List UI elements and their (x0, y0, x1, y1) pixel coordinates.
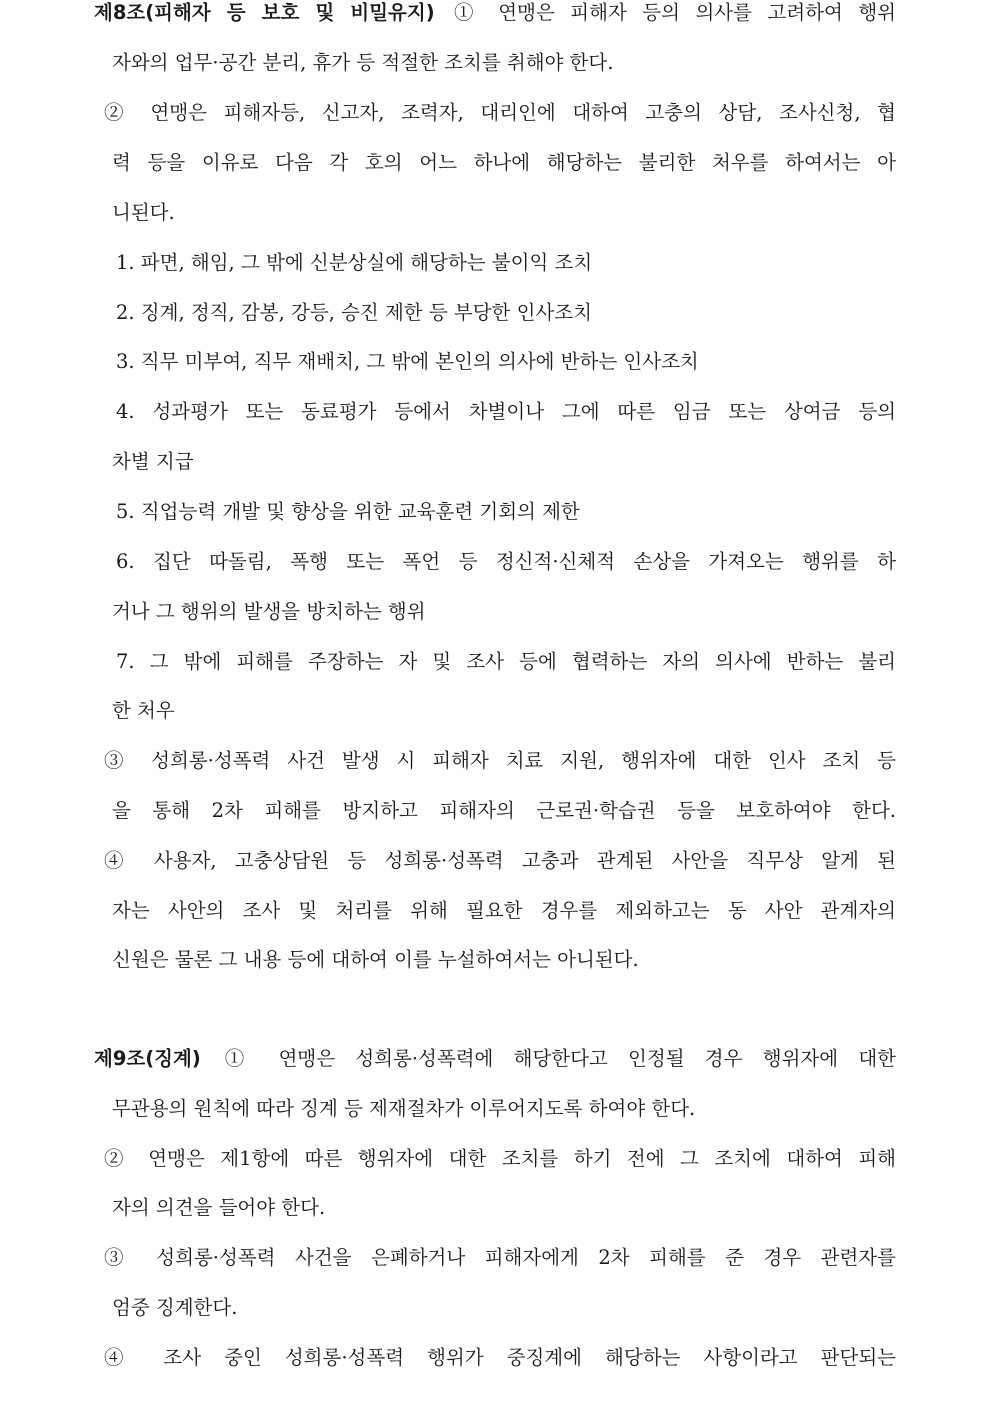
article-9-heading: 제9조(징계) (94, 1047, 201, 1070)
article-9-para-2: ② 연맹은 제1항에 따른 행위자에 대한 조치를 하기 전에 그 조치에 대하여 피해 (104, 1147, 896, 1170)
article-8-item-4-cont: 차별 지급 (112, 450, 194, 473)
article-8-line-3: ② 연맹은 피해자등, 신고자, 조력자, 대리인에 대하여 고충의 상담, 조사신청, 협 (104, 101, 896, 124)
article-8-line-1: ① 연맹은 피해자 등의 의사를 고려하여 행위 (444, 1, 897, 24)
article-9-heading-line (94, 1044, 896, 1074)
article-9-para-3-cont: 엄중 징계한다. (112, 1296, 238, 1319)
article-8-item-1: 1. 파면, 해임, 그 밖에 신분상실에 해당하는 불이익 조치 (116, 251, 593, 274)
article-8-item-4: 4. 성과평가 또는 동료평가 등에서 차별이나 그에 따른 임금 또는 상여금 등의 (116, 400, 896, 423)
article-8-para-3-cont: 을 통해 2차 피해를 방지하고 피해자의 근로권·학습권 등을 보호하여야 한다. (112, 799, 896, 822)
article-8-item-6-cont: 거나 그 행위의 발생을 방치하는 행위 (112, 600, 426, 623)
article-8-para-4: ④ 사용자, 고충상담원 등 성희롱·성폭력 고충과 관계된 사안을 직무상 알게 된 (104, 849, 896, 872)
article-8-item-2: 2. 징계, 정직, 감봉, 강등, 승진 제한 등 부당한 인사조치 (116, 301, 592, 324)
article-8-item-5: 5. 직업능력 개발 및 향상을 위한 교육훈련 기회의 제한 (116, 500, 580, 523)
article-8-heading: 제8조(피해자 등 보호 및 비밀유지) (94, 1, 435, 24)
article-8-heading-line (94, 0, 896, 28)
article-8-line-5: 니된다. (112, 201, 175, 224)
article-9-line-2: 무관용의 원칙에 따라 징계 등 제재절차가 이루어지도록 하여야 한다. (112, 1097, 696, 1120)
article-8-item-7: 7. 그 밖에 피해를 주장하는 자 및 조사 등에 협력하는 자의 의사에 반하는 불리 (116, 650, 896, 673)
article-9-para-4: ④ 조사 중인 성희롱·성폭력 행위가 중징계에 해당하는 사항이라고 판단되는 (104, 1346, 896, 1369)
article-8-item-3: 3. 직무 미부여, 직무 재배치, 그 밖에 본인의 의사에 반하는 인사조치 (116, 350, 699, 373)
article-8-item-7-cont: 한 처우 (112, 699, 175, 722)
article-8-line-4: 력 등을 이유로 다음 각 호의 어느 하나에 해당하는 불리한 처우를 하여서는 아 (112, 151, 896, 174)
article-8-para-3: ③ 성희롱·성폭력 사건 발생 시 피해자 치료 지원, 행위자에 대한 인사 조치 등 (104, 749, 896, 772)
article-9-para-3: ③ 성희롱·성폭력 사건을 은폐하거나 피해자에게 2차 피해를 준 경우 관련자를 (104, 1246, 896, 1269)
article-8-para-4-cont: 자는 사안의 조사 및 처리를 위해 필요한 경우를 제외하고는 동 사안 관계자의 (112, 899, 896, 922)
article-9-line-1: ① 연맹은 성희롱·성폭력에 해당한다고 인정될 경우 행위자에 대한 (210, 1047, 896, 1070)
article-8-item-6: 6. 집단 따돌림, 폭행 또는 폭언 등 정신적·신체적 손상을 가져오는 행위를 하 (116, 550, 896, 573)
article-8-line-2: 자와의 업무·공간 분리, 휴가 등 적절한 조치를 취해야 한다. (112, 51, 614, 74)
article-8-para-4-end: 신원은 물론 그 내용 등에 대하여 이를 누설하여서는 아니된다. (112, 948, 639, 971)
article-9-para-2-cont: 자의 의견을 들어야 한다. (112, 1196, 326, 1219)
